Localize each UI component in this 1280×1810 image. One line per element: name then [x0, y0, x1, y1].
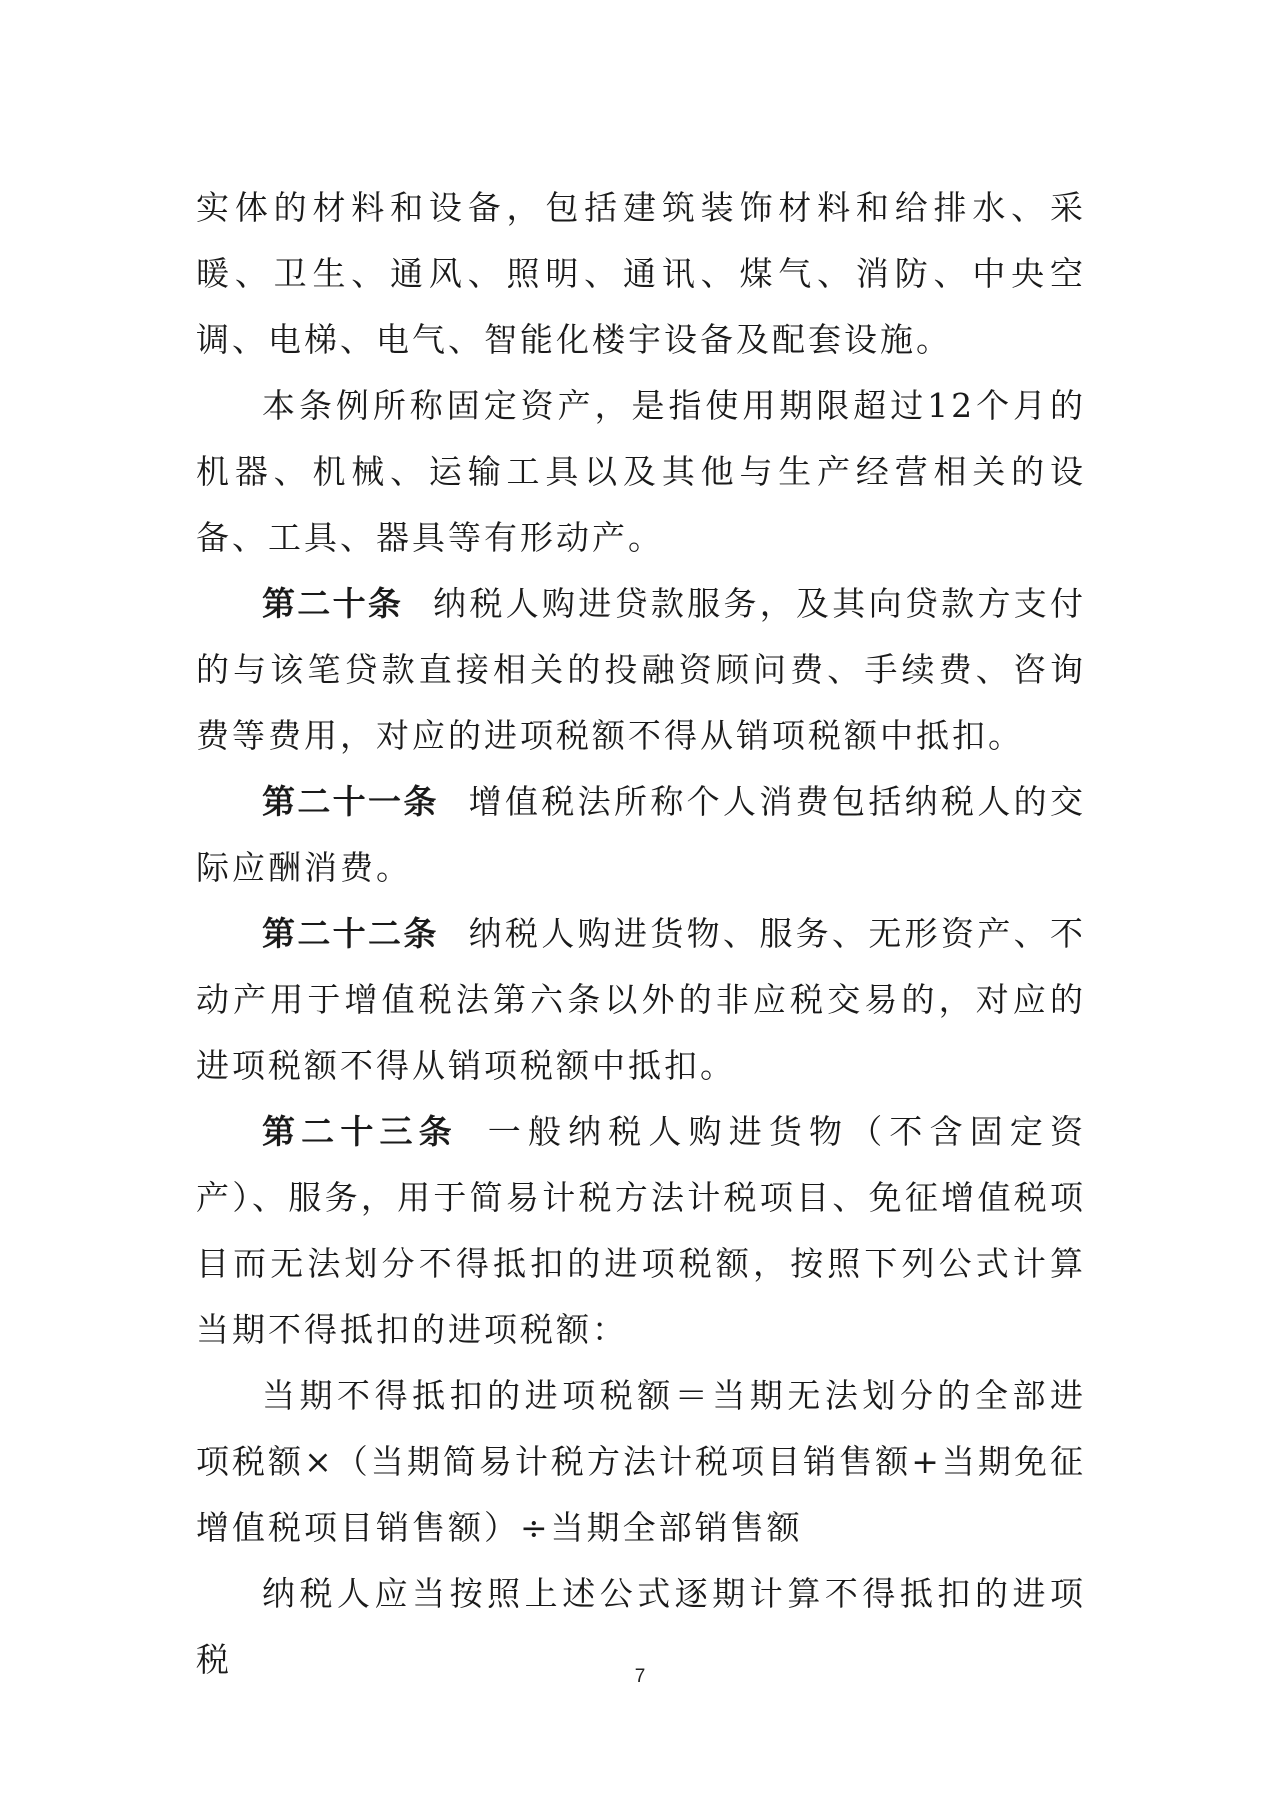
article-number: 第二十三条: [262, 1112, 458, 1151]
article-text: 增值税法所称个人消费包括纳税人的交际应酬消费。: [196, 782, 1087, 887]
page-number: 7: [634, 1666, 646, 1687]
article-text: 纳税人购进货物、服务、无形资产、不动产用于增值税法第六条以外的非应税交易的，对应的进项税额不得从销项税额中抵扣。: [196, 914, 1087, 1085]
article-paragraph: [196, 1099, 1086, 1363]
article-number: 第二十二条: [262, 914, 439, 953]
paragraph: 本条例所称固定资产，是指使用期限超过12个月的机器、机械、运输工具以及其他与生产经营相关的设备、工具、器具等有形动产。: [196, 386, 1086, 557]
article-paragraph: [196, 901, 1086, 1099]
paragraph: 纳税人应当按照上述公式逐期计算不得抵扣的进项税: [196, 1574, 1086, 1679]
article-paragraph: [196, 571, 1086, 769]
article-text: 一般纳税人购进货物（不含固定资产）、服务，用于简易计税方法计税项目、免征增值税项目而无法划分不得抵扣的进项税额，按照下列公式计算当期不得抵扣的进项税额：: [196, 1112, 1087, 1349]
article-number: 第二十条: [262, 584, 404, 623]
article-number: 第二十一条: [262, 782, 439, 821]
paragraph: 实体的材料和设备，包括建筑装饰材料和给排水、采暖、卫生、通风、照明、通讯、煤气、消防、中央空调、电梯、电气、智能化楼宇设备及配套设施。: [196, 188, 1086, 359]
formula-paragraph: 当期不得抵扣的进项税额＝当期无法划分的全部进项税额×（当期简易计税方法计税项目销售额+当期免征增值税项目销售额）÷当期全部销售额: [196, 1376, 1086, 1547]
article-text: 纳税人购进贷款服务，及其向贷款方支付的与该笔贷款直接相关的投融资顾问费、手续费、咨询费等费用，对应的进项税额不得从销项税额中抵扣。: [196, 584, 1087, 755]
body-text: [196, 175, 1086, 1693]
article-paragraph: [196, 769, 1086, 901]
